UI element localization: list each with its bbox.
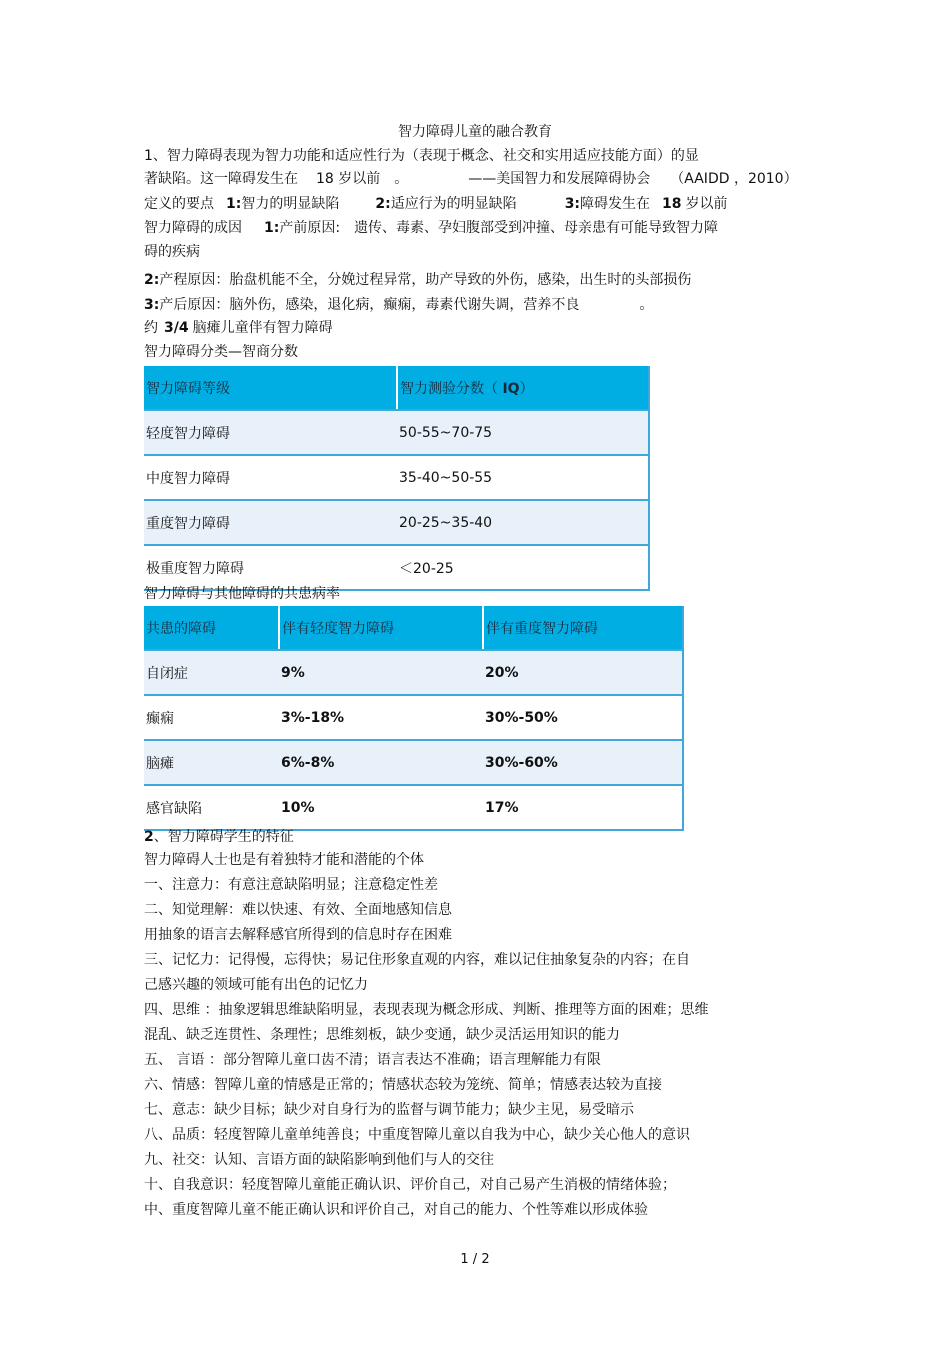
- table-cell: 10%: [279, 785, 483, 830]
- table-cell: 20-25~35-40: [397, 500, 649, 545]
- text-span: 、智力障碍学生的特征: [153, 829, 294, 845]
- paragraph-line: [144, 195, 728, 213]
- text-span: 1:: [264, 220, 280, 236]
- paragraph-line: 混乱、缺乏连贯性、条理性；思维刻板，缺少变通，缺少灵活运用知识的能力: [144, 1027, 620, 1043]
- paragraph-line: 用抽象的语言去解释感官所得到的信息时存在困难: [144, 927, 452, 943]
- table-cell: ＜20-25: [397, 545, 649, 590]
- table-header-cell: 智力障碍等级: [144, 366, 397, 410]
- table-row: [144, 500, 649, 545]
- table-cell: 6%-8%: [279, 740, 483, 785]
- text-span: 产程原因：胎盘机能不全，分娩过程异常，助产导致的外伤，感染，出生时的头部损伤: [159, 272, 692, 288]
- table-cell: 30%-50%: [483, 695, 683, 740]
- text-span: 2:: [144, 272, 160, 288]
- table-cell: 50-55~70-75: [397, 410, 649, 455]
- text-span: 定义的要点: [144, 196, 214, 212]
- text-span: 遗传、毒素、孕妇腹部受到冲撞、母亲患有可能导致智力障: [354, 220, 719, 236]
- text-span: 18 岁以前: [316, 171, 381, 187]
- table-row: [144, 695, 683, 740]
- text-span: 脑瘫儿童伴有智力障碍: [192, 320, 333, 336]
- table-row: [144, 545, 649, 590]
- text-span: 智力障碍的成因: [144, 220, 242, 236]
- paragraph-line: 九、社交：认知、言语方面的缺陷影响到他们与人的交往: [144, 1152, 494, 1168]
- table-cell: 9%: [279, 650, 483, 695]
- paragraph-line: 三、记忆力：记得慢，忘得快；易记住形象直观的内容，难以记住抽象复杂的内容；在自: [144, 952, 690, 968]
- table-header-cell: 伴有重度智力障碍: [483, 606, 683, 650]
- text-span: 著缺陷。这一障碍发生在: [144, 171, 298, 187]
- table-cell: 35-40~50-55: [397, 455, 649, 500]
- text-span: 18: [662, 196, 682, 212]
- paragraph-line: 一、注意力：有意注意缺陷明显；注意稳定性差: [144, 877, 438, 893]
- section-heading: [144, 828, 294, 846]
- text-span: 智力测验分数（: [400, 380, 503, 397]
- table-cell: 癫痫: [144, 695, 279, 740]
- text-span: 。: [639, 297, 654, 313]
- table-cell: 17%: [483, 785, 683, 830]
- table-cell: 脑瘫: [144, 740, 279, 785]
- text-span: （AAIDD ，2010）: [670, 171, 798, 187]
- paragraph-line: 十、自我意识：轻度智障儿童能正确认识、评价自己，对自己易产生消极的情绪体验；: [144, 1177, 676, 1193]
- text-span: 2:: [375, 196, 391, 212]
- table-header-cell: 共患的障碍: [144, 606, 279, 650]
- paragraph-line: 1、智力障碍表现为智力功能和适应性行为（表现于概念、社交和实用适应技能方面）的显: [144, 148, 699, 164]
- table-cell: 自闭症: [144, 650, 279, 695]
- comorbidity-table: [144, 606, 684, 831]
- text-span: ——美国智力和发展障碍协会: [468, 171, 651, 187]
- text-span: IQ: [502, 380, 520, 397]
- table-cell: 20%: [483, 650, 683, 695]
- text-span: 岁以前: [685, 196, 728, 212]
- paragraph-line: 七、意志：缺少目标；缺少对自身行为的监督与调节能力；缺少主见，易受暗示: [144, 1102, 634, 1118]
- paragraph-line: 六、情感：智障儿童的情感是正常的；情感状态较为笼统、简单；情感表达较为直接: [144, 1077, 662, 1093]
- paragraph-line: [144, 319, 333, 337]
- paragraph-line: 中、重度智障儿童不能正确认识和评价自己，对自己的能力、个性等难以形成体验: [144, 1202, 648, 1218]
- table-row: [144, 650, 683, 695]
- text-span: 3:: [144, 297, 160, 313]
- table-cell: 3%-18%: [279, 695, 483, 740]
- table-header-row: [144, 606, 683, 650]
- table-row: [144, 785, 683, 830]
- table-caption: 智力障碍与其他障碍的共患病率: [144, 586, 340, 602]
- text-span: 产前原因:: [279, 220, 341, 236]
- table-cell: 重度智力障碍: [144, 500, 397, 545]
- table-cell: 轻度智力障碍: [144, 410, 397, 455]
- paragraph-line: 智力障碍分类—智商分数: [144, 344, 298, 360]
- paragraph-line: 八、品质：轻度智障儿童单纯善良；中重度智障儿童以自我为中心，缺少关心他人的意识: [144, 1127, 690, 1143]
- text-span: 适应行为的明显缺陷: [390, 196, 517, 212]
- paragraph-line: [144, 296, 653, 314]
- paragraph-line: [144, 219, 718, 237]
- table-header-cell: [397, 366, 649, 410]
- table-cell: 感官缺陷: [144, 785, 279, 830]
- paragraph-line: [144, 170, 798, 188]
- text-span: 障碍发生在: [580, 196, 651, 212]
- text-span: 3/4: [164, 320, 189, 336]
- text-span: ）: [519, 380, 534, 397]
- table-cell: 极重度智力障碍: [144, 545, 397, 590]
- paragraph-line: 四、思维 ：抽象逻辑思维缺陷明显，表现表现为概念形成、判断、推理等方面的困难；思维: [144, 1002, 709, 1018]
- text-span: 1:: [226, 196, 242, 212]
- text-span: 智力的明显缺陷: [241, 196, 340, 212]
- paragraph-line: 智力障碍人士也是有着独特才能和潜能的个体: [144, 852, 424, 868]
- paragraph-line: 二、知觉理解：难以快速、有效、全面地感知信息: [144, 902, 452, 918]
- table-cell: 30%-60%: [483, 740, 683, 785]
- table-header-row: [144, 366, 649, 410]
- text-span: 产后原因：脑外伤，感染，退化病，癫痫，毒素代谢失调，营养不良: [159, 297, 580, 313]
- page-number: 1 / 2: [460, 1252, 490, 1267]
- text-span: 约: [144, 320, 158, 336]
- table-cell: 中度智力障碍: [144, 455, 397, 500]
- iq-classification-table: [144, 366, 650, 591]
- document-title: 智力障碍儿童的融合教育: [398, 124, 552, 140]
- table-header-cell: 伴有轻度智力障碍: [279, 606, 483, 650]
- paragraph-line: 己感兴趣的领域可能有出色的记忆力: [144, 977, 368, 993]
- paragraph-line: 五、 言语 ：部分智障儿童口齿不清；语言表达不准确；语言理解能力有限: [144, 1052, 601, 1068]
- table-row: [144, 740, 683, 785]
- table-row: [144, 455, 649, 500]
- paragraph-line: [144, 271, 691, 289]
- paragraph-line: 碍的疾病: [144, 244, 200, 260]
- text-span: 2: [144, 829, 154, 845]
- text-span: 。: [394, 171, 409, 187]
- text-span: 3:: [564, 196, 581, 212]
- table-row: [144, 410, 649, 455]
